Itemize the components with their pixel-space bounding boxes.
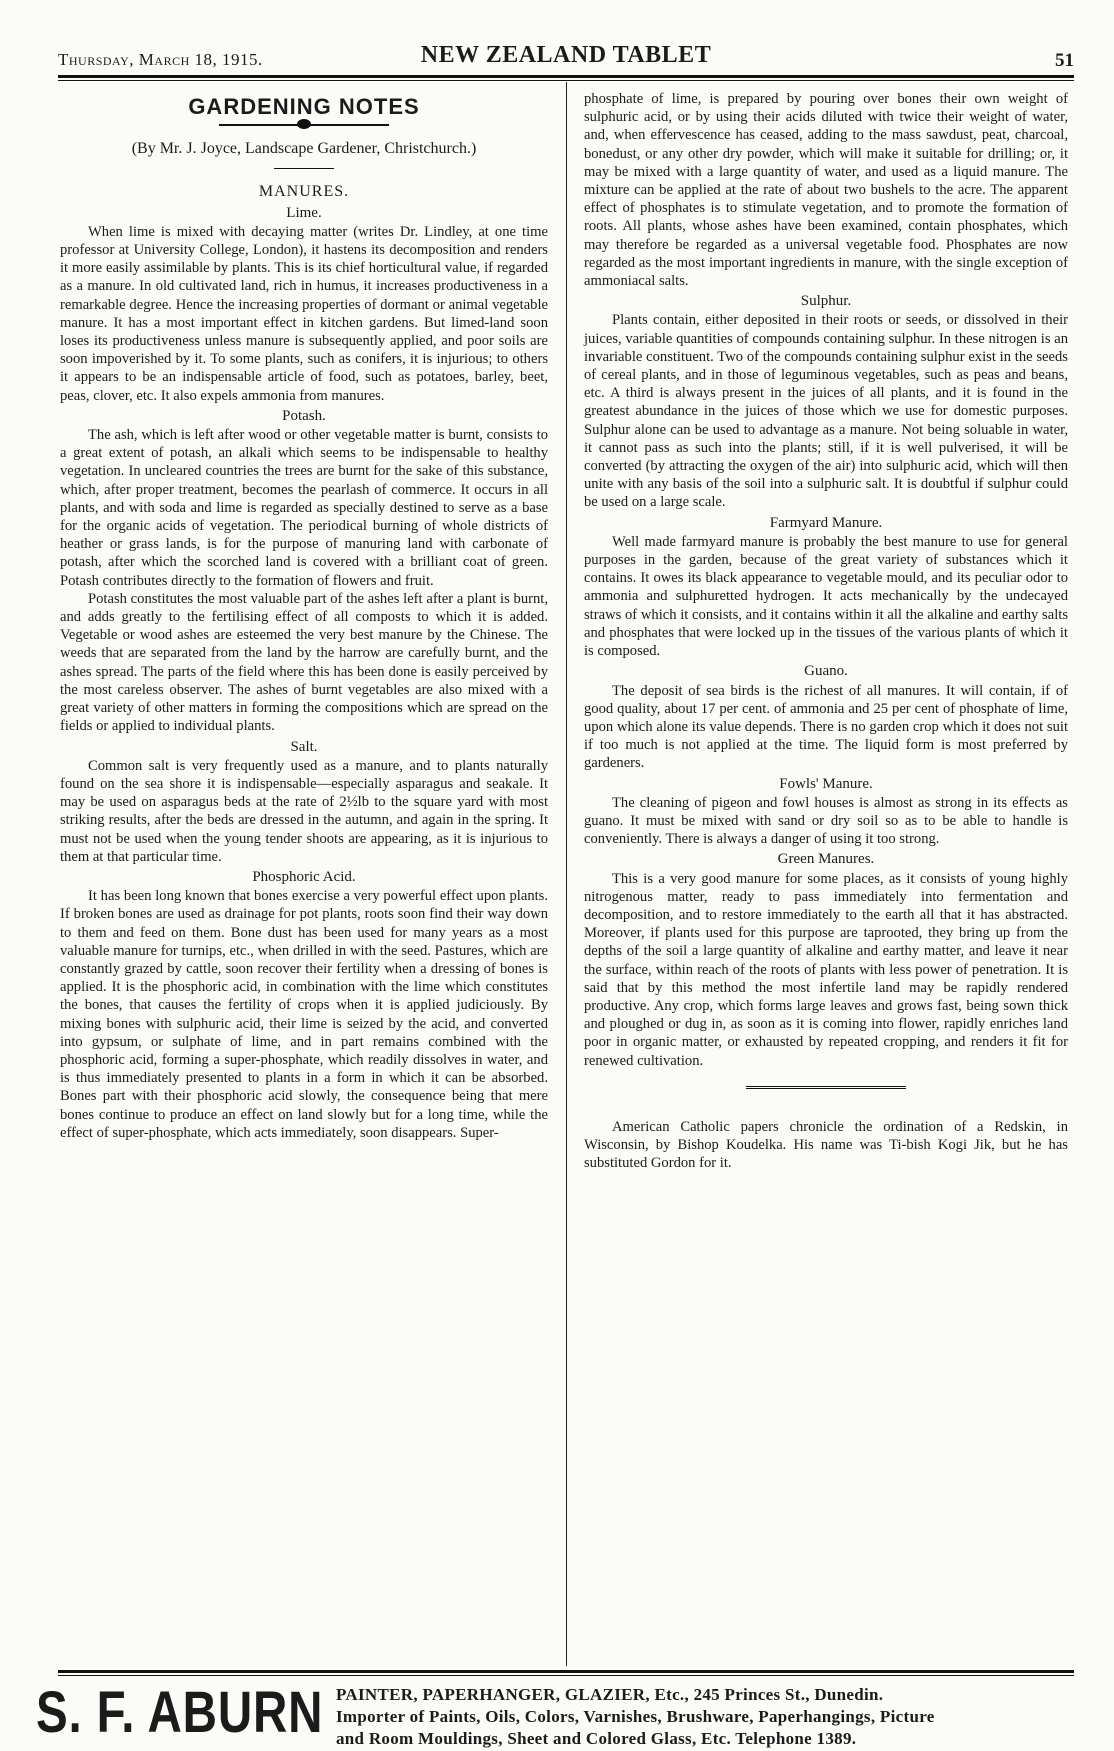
subheading-sulphur: Sulphur. bbox=[800, 293, 852, 310]
header-rule bbox=[58, 75, 1074, 78]
subheading-guano: Guano. bbox=[804, 663, 848, 680]
header-rule-thin bbox=[58, 80, 1074, 81]
ad-line-2: Importer of Paints, Oils, Colors, Varnishes, Brushware, Paperhangings, Picture bbox=[336, 1707, 935, 1726]
byline-rule bbox=[274, 168, 334, 169]
section-heading-manures: MANURES. bbox=[258, 183, 350, 201]
paragraph-farmyard-manure: Well made farmyard manure is probably the best manure to use for general purposes in the garden, because of the great variety of substances which it contains. It owes its black appearance to vegetable mould, and its peculiar odor to ammonia and sulphuretted hydrogen. It acts mechanically by the undecayed straws of which it consists, and it contains within it all the alkaline and earthy salts and phosphates that were locked up in the tissues of the various plants of which it is composed. bbox=[584, 533, 1068, 660]
subheading-farmyard-manure: Farmyard Manure. bbox=[769, 514, 883, 531]
ad-brand: S. F. ABURN bbox=[36, 1683, 324, 1745]
paragraph-salt: Common salt is very frequently used as a manure, and to plants naturally found on the sea shore it is indispensable—especially asparagus and seakale. It may be used on asparagus beds at the rate of 2½lb to the square yard with most striking results, after the beds are dressed in the autumn, and again in the spring. It must not be used when the young tender shoots are appearing, as it is injurious to them at that particular time. bbox=[60, 757, 548, 865]
article-byline: (By Mr. J. Joyce, Landscape Gardener, Christchurch.) bbox=[131, 140, 477, 158]
left-column bbox=[60, 90, 548, 1142]
subheading-phosphoric-acid: Phosphoric Acid. bbox=[252, 868, 356, 885]
ad-line-1: PAINTER, PAPERHANGER, GLAZIER, Etc., 245 Princes St., Dunedin. bbox=[336, 1685, 884, 1704]
paragraph-phosphoric-part2: phosphate of lime, is prepared by pouring over bones their own weight of sulphuric acid, or by using their acids diluted with twice their weight of water, and, when effervescence has ceased, adding to the mass sawdust, peat, charcoal, bonedust, or any other dry powder, which will make it suitable for drilling; or, it may be mixed with a large quantity of water, and used as a liquid manure. The mixture can be applied at the rate of about two bushels to the acre. The apparent effect of phosphates is to stimulate vegetation, and to promote the formation of roots. All plants, whose ashes have been examined, contain phosphates, which may therefore be regarded as a universal vegetable food. Phosphates are now regarded as the most important ingredients in manure, with the single exception of ammoniacal salts. bbox=[584, 91, 1068, 290]
page-number: 51 bbox=[1055, 50, 1074, 71]
issue-date: Thursday, March 18, 1915. bbox=[58, 50, 263, 69]
page-header bbox=[58, 42, 1074, 72]
advertisement bbox=[36, 1683, 1096, 1751]
subheading-green-manures: Green Manures. bbox=[777, 851, 875, 868]
ad-line-3: and Room Mouldings, Sheet and Colored Glass, Etc. Telephone 1389. bbox=[336, 1729, 857, 1748]
paragraph-guano: The deposit of sea birds is the richest of all manures. It will contain, if of good quality, about 17 per cent. of ammonia and 25 per cent of phosphate of lime, upon which alone its value depends. There is no garden crop which it does not suit if too much is not applied at the time. The liquid form is most preferred by gardeners. bbox=[584, 682, 1068, 772]
news-item-ordination: American Catholic papers chronicle the ordination of a Redskin, in Wisconsin, by Bishop Koudelka. His name was Ti-bish Kogi Jik, but he has substituted Gordon for it. bbox=[584, 1118, 1068, 1172]
title-ornament bbox=[219, 118, 389, 132]
paragraph-green-manures: This is a very good manure for some places, as it consists of young highly nitrogenous matter, ready to pass immediately into fermentation and decomposition, and to restore immediately to the earth all that it has abstracted. Moreover, if plants used for this purpose are taprooted, they bring up from the depths of the soil a large quantity of alkaline and earthy matter, and leave it near the surface, within reach of the roots of plants with less power of penetration. It is said that by this method the most infertile land may be rapidly rendered productive. Any crop, which forms large leaves and grows fast, being sown thick and ploughed or dug in, as soon as it is coming into flower, rapidly enriches land poor in organic matter, or exhausted by repeated cropping, and renders it fit for renewed cultivation. bbox=[584, 870, 1068, 1069]
article-title: GARDENING NOTES bbox=[188, 94, 420, 119]
paragraph-potash-2: Potash constitutes the most valuable part of the ashes left after a plant is burnt, and adds greatly to the fertilising effect of all composts to which it is added. Vegetable or wood ashes are esteemed the very best manure by the Chinese. The weeds that are separated from the land by the harrow are carefully burnt, and the ashes spread. The parts of the field where this has been done is easily perceived by the most careless observer. The ashes of burnt vegetables are also mixed with a great variety of other matters in forming the compositions which are spread on the fields or applied to individual plants. bbox=[60, 590, 548, 735]
footer-rule bbox=[58, 1670, 1074, 1673]
column-divider bbox=[566, 82, 567, 1666]
masthead: NEW ZEALAND TABLET bbox=[420, 42, 712, 68]
subheading-salt: Salt. bbox=[290, 738, 318, 755]
paragraph-lime: When lime is mixed with decaying matter (writes Dr. Lindley, at one time professor at University College, London), it hastens its decomposition and renders it more easily assimilable by plants. This is its chief horticultural value, if regarded as a manure. In old cultivated land, rich in humus, it increases productiveness in a remarkable degree. Hence the increasing properties of dormant or animal vegetable manure. It has a most important effect in kitchen gardens. But limed-land soon loses its productiveness unless manure is subsequently applied, and poor soils are soon impoverished by it. To some plants, such as conifers, it is injurious; to others it appears to be an indispensable article of food, such as potatoes, barley, beet, peas, clover, etc. It also expels ammonia from manures. bbox=[60, 223, 548, 404]
article-end-rule bbox=[746, 1086, 906, 1092]
subheading-potash: Potash. bbox=[282, 407, 326, 424]
paragraph-sulphur: Plants contain, either deposited in their roots or seeds, or dissolved in their juices, variable quantities of compounds containing sulphur. In these nitrogen is an invariable constituent. Two of the compounds containing sulphur exist in the seeds of cereal plants, and in those of leguminous vegetables, such as peas and beans, etc. A third is always present in the juices of all plants, and it is found in the greatest abundance in the juices of those which we use for domestic purposes. Sulphur alone can be used to advantage as a manure. Not being soluable in water, it cannot pass as such into the plants; still, if it is well pulverised, it will be converted (by attracting the oxygen of the air) into sulphuric acid, which will then unite with any basis of the soil into a sulphuric salt. It is doubtful if sulphur could be used on a large scale. bbox=[584, 312, 1068, 511]
subheading-lime: Lime. bbox=[286, 204, 322, 221]
footer-rule-thin bbox=[58, 1675, 1074, 1676]
paragraph-fowls-manure: The cleaning of pigeon and fowl houses is almost as strong in its effects as guano. It must be mixed with sand or dry soil so as to be able to handle is conveniently. There is always a danger of using it too strong. bbox=[584, 794, 1068, 848]
paragraph-phosphoric-part1: It has been long known that bones exercise a very powerful effect upon plants. If broken bones are used as drainage for pot plants, roots soon find their way down to them and feed on them. Bone dust has been used for many years as a most valuable manure for turnips, etc., when drilled in with the seed. Pastures, which are constantly grazed by cattle, soon recover their fertility when a dressing of bones is applied. It is the phosphoric acid, in combination with the lime which constitutes the bones, that causes the fertility of crops when it is applied judiciously. By mixing bones with sulphuric acid, their lime is seized by the acid, and converted into gypsum, or sulphate of lime, and in part remains combined with the phosphoric acid, forming a super-phosphate, which readily dissolves in water, and is thus immediately presented to plants in a form in which it can be absorbed. Bones part with their phosphoric acid slowly, the consequence being that mere bones continue to produce an effect on land slowly but for a long time, while the effect of super-phosphate, which acts immediately, soon disappears. Super- bbox=[60, 888, 548, 1141]
subheading-fowls-manure: Fowls' Manure. bbox=[779, 775, 873, 792]
paragraph-potash-1: The ash, which is left after wood or other vegetable matter is burnt, consists to a great extent of potash, an alkali which seems to be indispensable to healthy vegetation. In uncleared countries the trees are burnt for the sake of this substance, which, after proper treatment, becomes the pearlash of commerce. It occurs in all plants, and with soda and lime is regarded as specially destined to serve as a base for the organic acids of vegetation. The periodical burning of whole districts of heather or grass lands, is for the purpose of manuring land with carbonate of potash, after which the scorched land is covered with a brilliant coat of green. Potash contributes directly to the formation of flowers and fruit. bbox=[60, 427, 548, 589]
right-column bbox=[584, 90, 1068, 1172]
